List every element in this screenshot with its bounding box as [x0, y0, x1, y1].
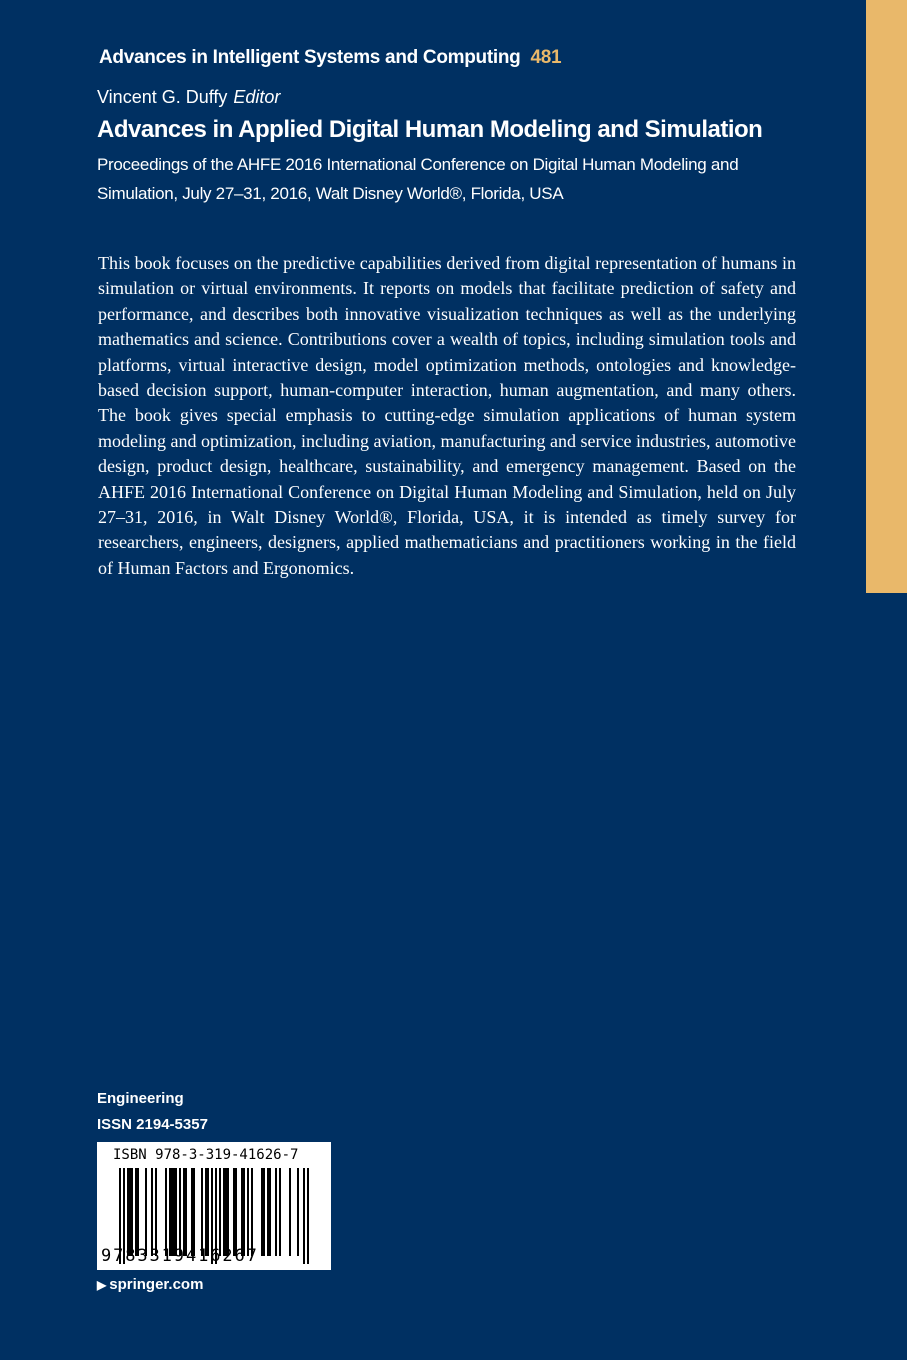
isbn-label: ISBN 978-3-319-41626-7: [113, 1147, 299, 1163]
publisher-url: springer.com: [109, 1276, 204, 1293]
barcode-bar: [233, 1168, 237, 1256]
barcode-bar: [247, 1168, 249, 1256]
barcode-bar: [223, 1168, 229, 1256]
subject-category: Engineering: [97, 1090, 184, 1107]
editor-role: Editor: [233, 87, 281, 107]
barcode-bar: [201, 1168, 203, 1256]
series-heading: [99, 47, 561, 69]
barcode-bar: [275, 1168, 277, 1256]
barcode-bar: [191, 1168, 195, 1256]
barcode-bar: [289, 1168, 291, 1256]
barcode-bar: [165, 1168, 167, 1256]
barcode: [97, 1142, 331, 1270]
barcode-bar: [155, 1168, 157, 1256]
barcode-bar: [241, 1168, 245, 1256]
editor-line: [97, 87, 280, 108]
issn-number: ISSN 2194-5357: [97, 1116, 208, 1133]
book-subtitle: Proceedings of the AHFE 2016 International Conference on Digital Human Modeling and Simulation, July 27–31, 2016, Walt Disney World®, Florida, USA: [97, 155, 739, 203]
barcode-bar: [297, 1168, 299, 1256]
barcode-bar: [127, 1168, 133, 1256]
publisher-link[interactable]: [97, 1276, 203, 1293]
series-name: Advances in Intelligent Systems and Computing: [99, 47, 521, 68]
barcode-bar: [307, 1168, 309, 1264]
barcode-bar: [145, 1168, 147, 1256]
ean-digits: 9783319416267: [101, 1246, 259, 1266]
editor-name: Vincent G. Duffy: [97, 87, 228, 107]
barcode-bar: [205, 1168, 209, 1256]
book-description: This book focuses on the predictive capabilities derived from digital representation of humans in simulation or virtual environments. It reports on models that facilitate prediction of safety and performance, and describes both innovative visualization techniques as well as the underlying mathematics and science. Contributions cover a wealth of topics, including simulation tools and platforms, virtual interactive design, model optimization methods, ontologies and knowledge-based decision support, human-computer interaction, human augmentation, and many others. The book gives special emphasis to cutting-edge simulation applications of human system modeling and optimization, including aviation, manufacturing and service industries, automotive design, product design, healthcare, sustainability, and emergency management. Based on the AHFE 2016 International Conference on Digital Human Modeling and Simulation, held on July 27–31, 2016, in Walt Disney World®, Florida, USA, it is intended as timely survey for researchers, engineers, designers, applied mathematicians and practitioners working in the field of Human Factors and Ergonomics.: [98, 253, 796, 578]
barcode-bar: [219, 1168, 221, 1256]
barcode-bar: [267, 1168, 271, 1256]
barcode-bar: [135, 1168, 139, 1256]
barcode-bar: [279, 1168, 281, 1256]
book-title: Advances in Applied Digital Human Modeling and Simulation: [97, 116, 763, 143]
barcode-bar: [303, 1168, 305, 1264]
accent-stripe: [866, 0, 907, 593]
barcode-bar: [261, 1168, 265, 1256]
triangle-right-icon: ▶: [97, 1278, 107, 1292]
barcode-bar: [179, 1168, 181, 1256]
barcode-bar: [169, 1168, 177, 1256]
barcode-bar: [151, 1168, 153, 1256]
series-volume: 481: [530, 47, 562, 68]
barcode-bar: [251, 1168, 253, 1256]
barcode-bar: [183, 1168, 187, 1256]
